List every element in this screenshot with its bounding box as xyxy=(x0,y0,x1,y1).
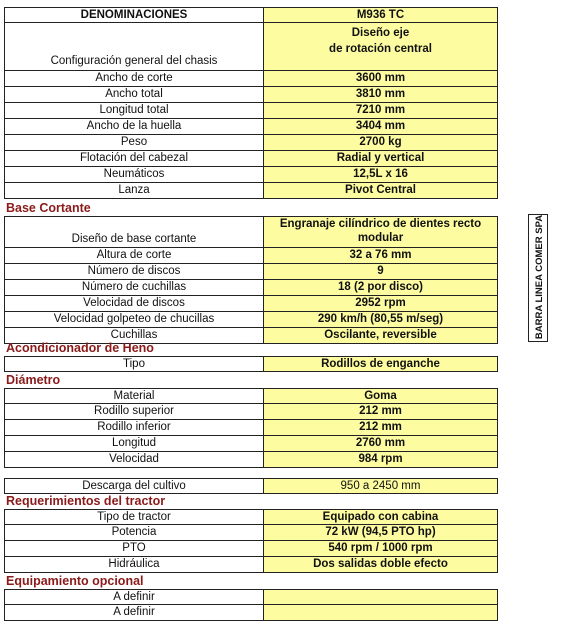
spec-value: 9 xyxy=(264,264,497,279)
spec-label: Velocidad de discos xyxy=(5,296,264,311)
spec-label: Diseño de base cortante xyxy=(5,217,264,247)
spec-label: Flotación del cabezal xyxy=(5,151,264,166)
spec-label: Ancho de corte xyxy=(5,71,264,86)
spec-label: A definir xyxy=(5,590,264,604)
spec-value-line: modular xyxy=(357,232,404,244)
base-table xyxy=(4,216,498,344)
spec-label: Lanza xyxy=(5,183,264,198)
spec-value: 12,5L x 16 xyxy=(264,167,497,182)
spec-label: Rodillo inferior xyxy=(5,420,264,435)
spec-row xyxy=(4,216,498,248)
descarga-table xyxy=(4,478,498,494)
spec-row xyxy=(4,589,498,605)
diametro-table xyxy=(4,388,498,468)
general-table xyxy=(4,7,498,199)
spec-value: 32 a 76 mm xyxy=(264,248,497,263)
spec-label: Rodillo superior xyxy=(5,404,264,419)
header-label: DENOMINACIONES xyxy=(5,8,264,22)
spec-label: Ancho total xyxy=(5,87,264,102)
spec-label: Tipo de tractor xyxy=(5,510,264,524)
spec-row xyxy=(4,525,498,541)
spec-label: Hidráulica xyxy=(5,557,264,572)
spec-value: Rodillos de enganche xyxy=(264,357,497,371)
spec-value: Dos salidas doble efecto xyxy=(264,557,497,572)
spec-label: Velocidad golpeteo de chucillas xyxy=(5,312,264,327)
spec-value: 2952 rpm xyxy=(264,296,497,311)
spec-label: Altura de corte xyxy=(5,248,264,263)
spec-value: 72 kW (94,5 PTO hp) xyxy=(264,525,497,540)
spec-label: Longitud total xyxy=(5,103,264,118)
spec-row xyxy=(4,71,498,87)
spec-label: Descarga del cultivo xyxy=(5,479,264,493)
spec-value: 3404 mm xyxy=(264,119,497,134)
spec-value: 540 rpm / 1000 rpm xyxy=(264,541,497,556)
spec-label: Configuración general del chasis xyxy=(5,23,264,70)
spec-value xyxy=(264,217,497,247)
spec-row xyxy=(4,436,498,452)
spec-value: 290 km/h (80,55 m/seg) xyxy=(264,312,497,327)
section-title-diametro: Diámetro xyxy=(6,373,61,387)
section-title-tractor: Requerimientos del tractor xyxy=(6,494,166,508)
spec-row xyxy=(4,541,498,557)
spec-label: Potencia xyxy=(5,525,264,540)
spec-value-line: de rotación central xyxy=(329,43,432,55)
spec-value: Goma xyxy=(264,389,497,403)
spec-value: 212 mm xyxy=(264,420,497,435)
spec-label: Material xyxy=(5,389,264,403)
spec-row xyxy=(4,264,498,280)
spec-value: Equipado con cabina xyxy=(264,510,497,524)
spec-value-line: Engranaje cilíndrico de dientes recto xyxy=(279,218,482,230)
spec-row xyxy=(4,509,498,525)
header-row xyxy=(4,7,498,23)
spec-row xyxy=(4,478,498,494)
spec-row xyxy=(4,452,498,468)
spec-label: Tipo xyxy=(5,357,264,371)
spec-row xyxy=(4,248,498,264)
spec-value: 18 (2 por disco) xyxy=(264,280,497,295)
spec-row xyxy=(4,312,498,328)
spec-value: 3810 mm xyxy=(264,87,497,102)
spec-row xyxy=(4,119,498,135)
spec-row xyxy=(4,420,498,436)
spec-row xyxy=(4,296,498,312)
spec-value xyxy=(264,23,497,70)
spec-value xyxy=(264,590,497,604)
spec-label: Número de cuchillas xyxy=(5,280,264,295)
section-title-base: Base Cortante xyxy=(6,201,91,215)
spec-value: 984 rpm xyxy=(264,452,497,467)
spec-row xyxy=(4,356,498,372)
spec-value: 2700 kg xyxy=(264,135,497,150)
spec-label: Ancho de la huella xyxy=(5,119,264,134)
spec-value xyxy=(264,605,497,620)
spec-value: Radial y vertical xyxy=(264,151,497,166)
section-title-equipamiento: Equipamiento opcional xyxy=(6,574,144,588)
spec-value: 3600 mm xyxy=(264,71,497,86)
spec-value: Oscilante, reversible xyxy=(264,328,497,343)
spec-row xyxy=(4,87,498,103)
spec-label: Peso xyxy=(5,135,264,150)
spec-label: Longitud xyxy=(5,436,264,451)
spec-label: Neumáticos xyxy=(5,167,264,182)
spec-row xyxy=(4,183,498,199)
spec-value-line: Diseño eje xyxy=(351,27,410,39)
header-model: M936 TC xyxy=(264,8,497,22)
spec-row xyxy=(4,280,498,296)
section-title-acondicionador: Acondicionador de Heno xyxy=(6,341,154,355)
spec-label: PTO xyxy=(5,541,264,556)
spec-value: 950 a 2450 mm xyxy=(264,479,497,493)
spec-value: 212 mm xyxy=(264,404,497,419)
acondicionador-table xyxy=(4,356,498,372)
spec-row xyxy=(4,135,498,151)
side-label-box xyxy=(528,214,548,342)
spec-label: A definir xyxy=(5,605,264,620)
tractor-table xyxy=(4,509,498,573)
spec-row xyxy=(4,151,498,167)
spec-label: Número de discos xyxy=(5,264,264,279)
spec-row xyxy=(4,605,498,621)
spec-value: 7210 mm xyxy=(264,103,497,118)
side-label: BARRA LINEA COMER SPA xyxy=(534,214,545,340)
spec-value: 2760 mm xyxy=(264,436,497,451)
spec-value: Pivot Central xyxy=(264,183,497,198)
spec-row xyxy=(4,23,498,71)
spec-label: Cuchillas xyxy=(5,328,264,343)
spec-row xyxy=(4,103,498,119)
spec-row xyxy=(4,167,498,183)
spec-row xyxy=(4,388,498,404)
spec-label: Velocidad xyxy=(5,452,264,467)
spec-row xyxy=(4,557,498,573)
equipamiento-table xyxy=(4,589,498,621)
spec-row xyxy=(4,404,498,420)
